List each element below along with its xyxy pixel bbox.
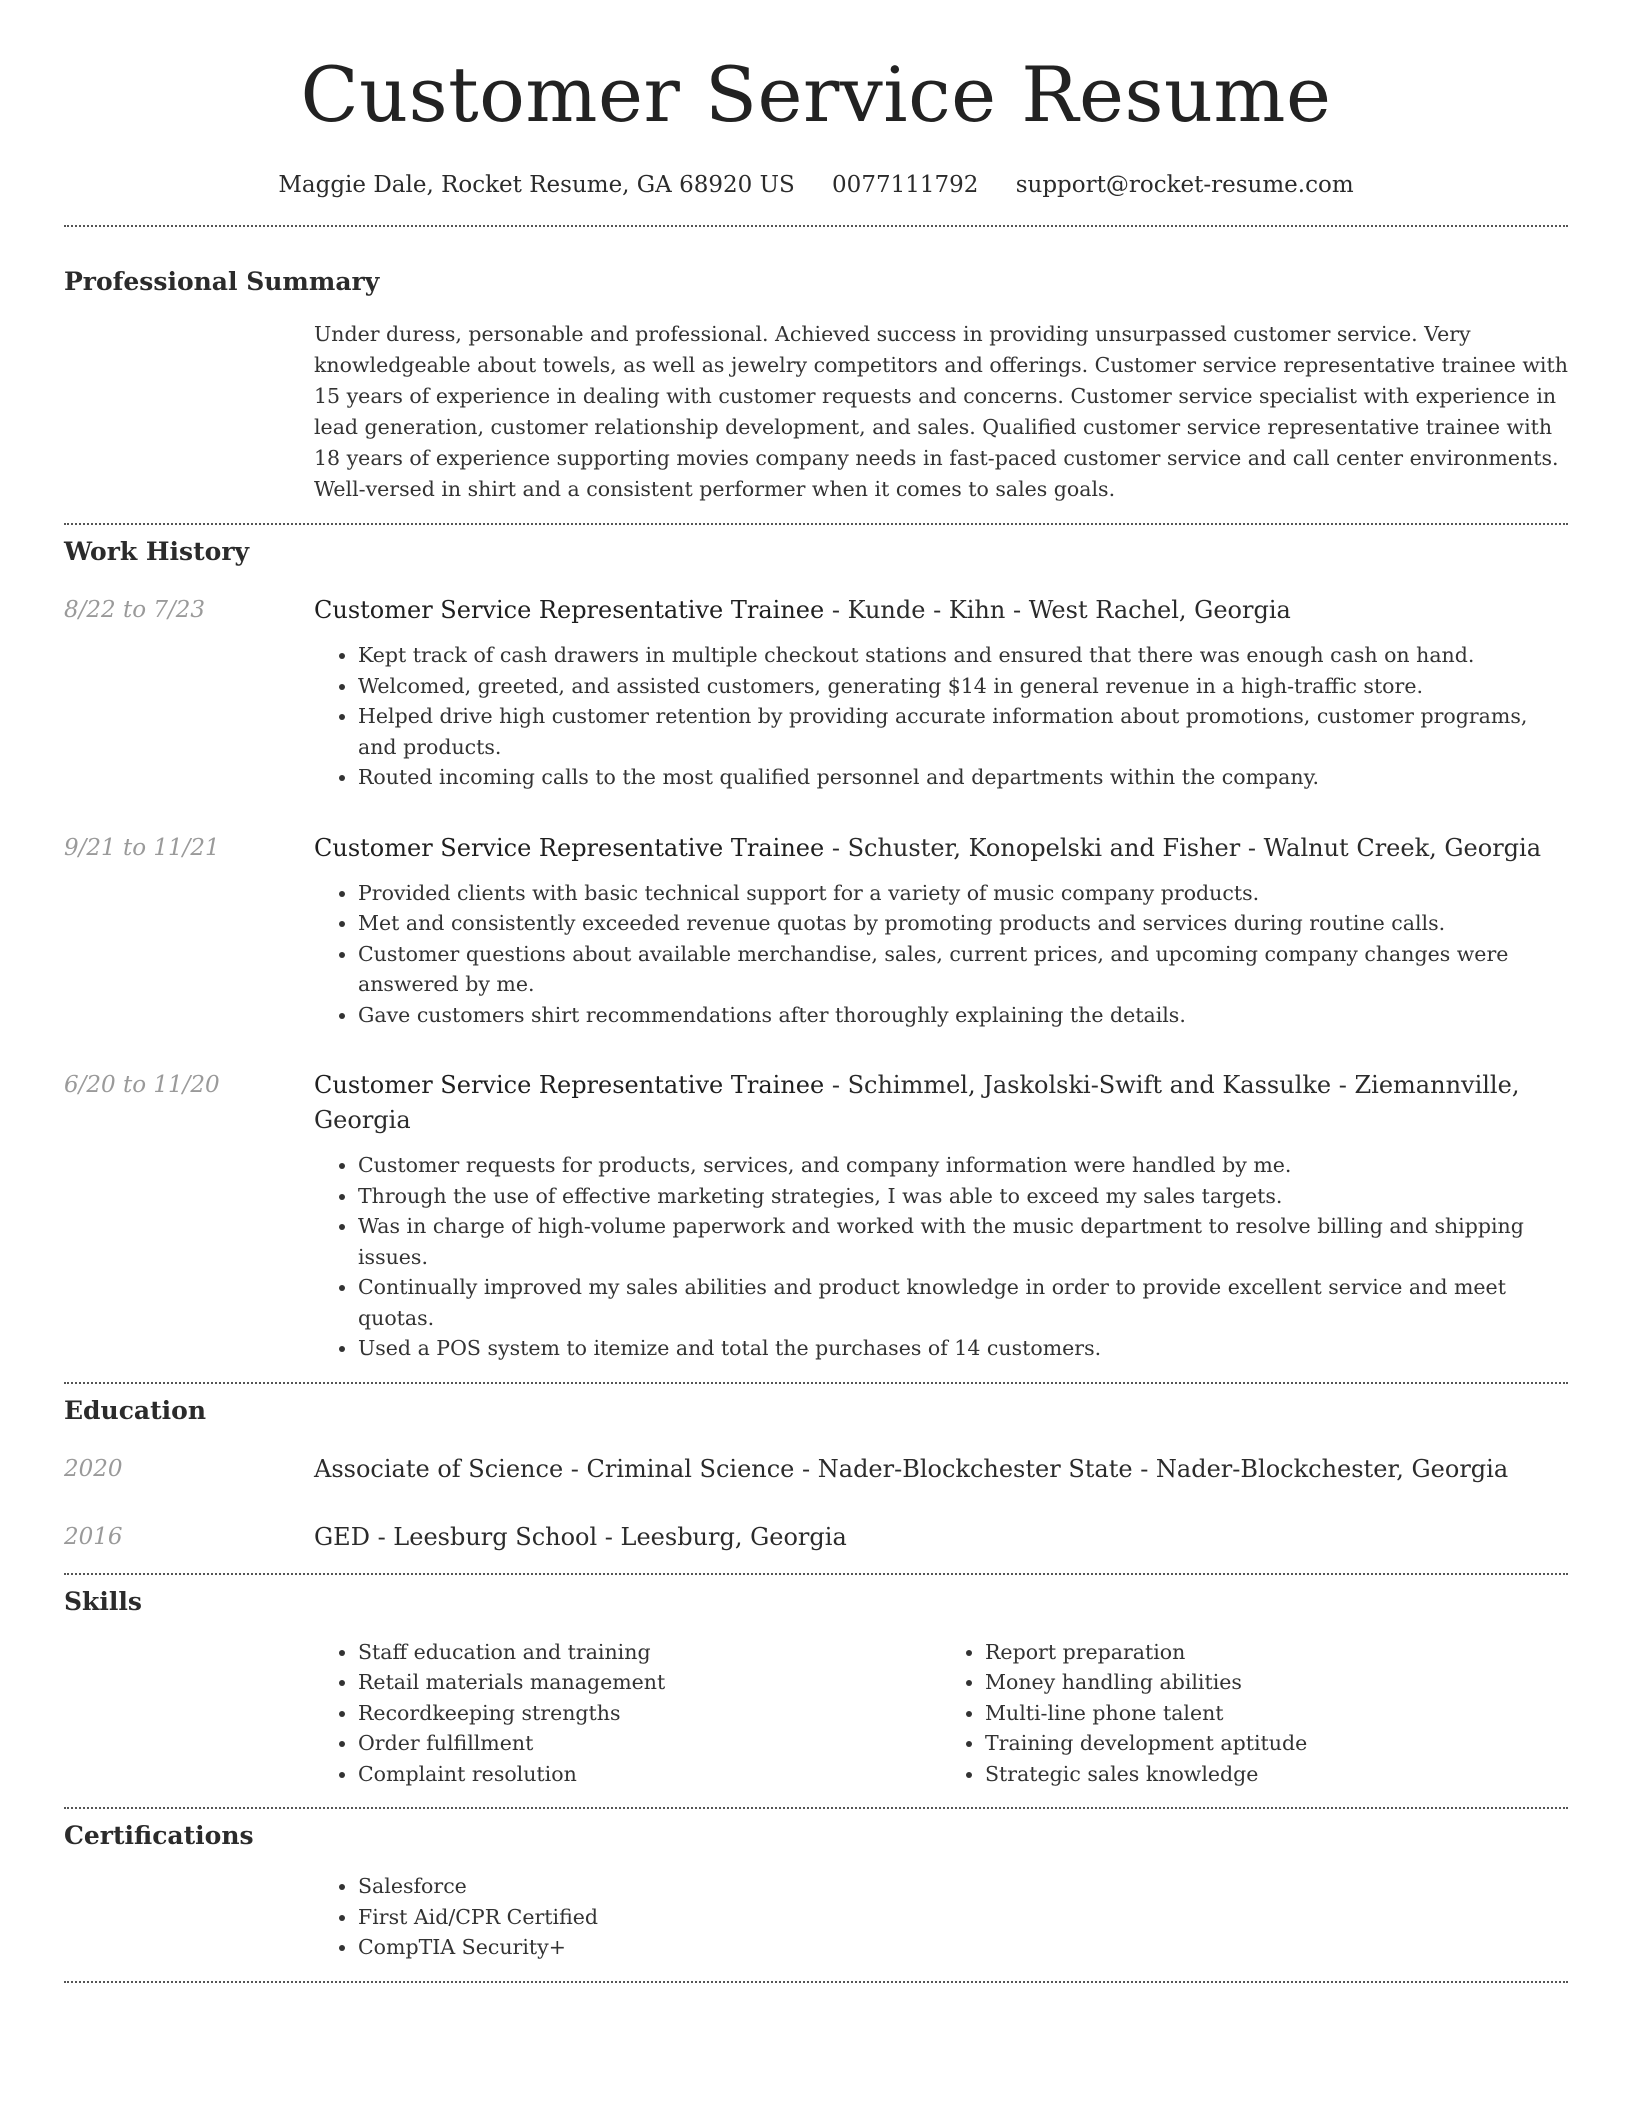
list-item: • Complaint resolution xyxy=(358,1759,941,1790)
job-dates: 6/20 to 11/20 xyxy=(64,1072,220,1098)
list-item: • Gave customers shirt recommendations after thoroughly explaining the details. xyxy=(358,1000,1568,1031)
work-history-heading: Work History xyxy=(64,537,250,566)
list-item: • Salesforce xyxy=(358,1871,1568,1902)
summary-section xyxy=(64,265,1568,505)
contact-line xyxy=(64,168,1568,202)
resume-title: Customer Service Resume xyxy=(300,50,1332,139)
list-item: • Multi-line phone talent xyxy=(985,1698,1568,1729)
list-item: • First Aid/CPR Certified xyxy=(358,1902,1568,1933)
list-item: • Routed incoming calls to the most qualified personnel and departments within the company. xyxy=(358,762,1568,793)
education-entry xyxy=(64,1520,1568,1555)
list-item: • Retail materials management xyxy=(358,1667,941,1698)
list-item: • Used a POS system to itemize and total the purchases of 14 customers. xyxy=(358,1333,1568,1364)
list-item: • Order fulfillment xyxy=(358,1728,941,1759)
summary-text: Under duress, personable and professional. Achieved success in providing unsurpassed customer service. Very knowledgeable about towels, as well as jewelry competitors and offerings. Customer service representative trainee with 15 years of experience in dealing with customer requests and concerns. Customer service specialist with experience in lead generation, customer relationship development, and sales. Qualified customer service representative trainee with 18 years of experience supporting movies company needs in fast-paced customer service and call center environments. Well-versed in shirt and a consistent performer when it comes to sales goals. xyxy=(314,322,1568,501)
list-item: • Welcomed, greeted, and assisted customers, generating $14 in general revenue in a high-traffic store. xyxy=(358,671,1568,702)
divider xyxy=(64,523,1568,525)
summary-heading: Professional Summary xyxy=(64,267,380,296)
job-detail: - Schimmel, Jaskolski-Swift and Kassulke - Ziemannville, Georgia xyxy=(314,1071,1520,1134)
education-year: 2020 xyxy=(64,1455,123,1482)
list-item: • Through the use of effective marketing strategies, I was able to exceed my sales targets. xyxy=(358,1181,1568,1212)
skills-heading: Skills xyxy=(64,1586,142,1616)
divider xyxy=(64,1382,1568,1384)
job-role: Customer Service Representative Trainee xyxy=(314,596,825,624)
certifications-heading: Certifications xyxy=(64,1821,254,1850)
job-entry xyxy=(64,831,1568,1031)
job-detail: - Schuster, Konopelski and Fisher - Walnut Creek, Georgia xyxy=(824,833,1542,862)
divider xyxy=(64,1573,1568,1575)
job-entry xyxy=(64,593,1568,793)
certifications-section xyxy=(64,1819,1568,1963)
list-item: • Report preparation xyxy=(985,1637,1568,1668)
education-year: 2016 xyxy=(64,1523,123,1550)
resume-page xyxy=(64,0,1568,1983)
list-item: • Training development aptitude xyxy=(985,1728,1568,1759)
contact-address: Maggie Dale, Rocket Resume, GA 68920 US xyxy=(278,172,795,198)
job-heading xyxy=(314,593,1568,628)
education-heading: Education xyxy=(64,1395,207,1425)
list-item: • Money handling abilities xyxy=(985,1667,1568,1698)
job-heading xyxy=(314,831,1568,866)
education-section xyxy=(64,1394,1568,1555)
education-text: GED - Leesburg School - Leesburg, Georgia xyxy=(314,1522,847,1551)
job-role: Customer Service Representative Trainee xyxy=(314,833,825,862)
job-bullets xyxy=(314,1150,1568,1364)
list-item: • Met and consistently exceeded revenue quotas by promoting products and services during routine calls. xyxy=(358,908,1568,939)
divider xyxy=(64,1807,1568,1809)
job-dates: 8/22 to 7/23 xyxy=(64,597,206,623)
job-heading xyxy=(314,1068,1568,1138)
job-bullets xyxy=(314,878,1568,1031)
job-detail: - Kunde - Kihn - West Rachel, Georgia xyxy=(824,596,1291,624)
list-item: • Customer requests for products, services, and company information were handled by me. xyxy=(358,1150,1568,1181)
list-item: • Provided clients with basic technical support for a variety of music company products. xyxy=(358,878,1568,909)
list-item: • CompTIA Security+ xyxy=(358,1932,1568,1963)
divider xyxy=(64,225,1568,227)
job-dates: 9/21 to 11/21 xyxy=(64,834,220,861)
list-item: • Strategic sales knowledge xyxy=(985,1759,1568,1790)
skills-section xyxy=(64,1585,1568,1790)
certifications-list xyxy=(314,1871,1568,1963)
list-item: • Continually improved my sales abilities and product knowledge in order to provide excellent service and meet quotas. xyxy=(358,1272,1568,1333)
list-item: • Recordkeeping strengths xyxy=(358,1698,941,1729)
divider xyxy=(64,1981,1568,1983)
list-item: • Customer questions about available merchandise, sales, current prices, and upcoming company changes were answered by me. xyxy=(358,939,1568,1000)
education-entry xyxy=(64,1452,1568,1487)
list-item: • Helped drive high customer retention by providing accurate information about promotions, customer programs, and products. xyxy=(358,701,1568,762)
contact-phone: 0077111792 xyxy=(832,172,979,198)
job-role: Customer Service Representative Trainee xyxy=(314,1071,825,1099)
list-item: • Was in charge of high-volume paperwork and worked with the music department to resolve billing and shipping issues. xyxy=(358,1211,1568,1272)
education-text: Associate of Science - Criminal Science - Nader-Blockchester State - Nader-Blockchester, Georgia xyxy=(314,1454,1509,1483)
work-history-section xyxy=(64,535,1568,1364)
job-entry xyxy=(64,1068,1568,1364)
list-item: • Staff education and training xyxy=(358,1637,941,1668)
list-item: • Kept track of cash drawers in multiple checkout stations and ensured that there was enough cash on hand. xyxy=(358,640,1568,671)
skills-list-right xyxy=(941,1637,1568,1790)
skills-list-left xyxy=(314,1637,941,1790)
job-bullets xyxy=(314,640,1568,793)
contact-email: support@rocket-resume.com xyxy=(1015,172,1354,198)
